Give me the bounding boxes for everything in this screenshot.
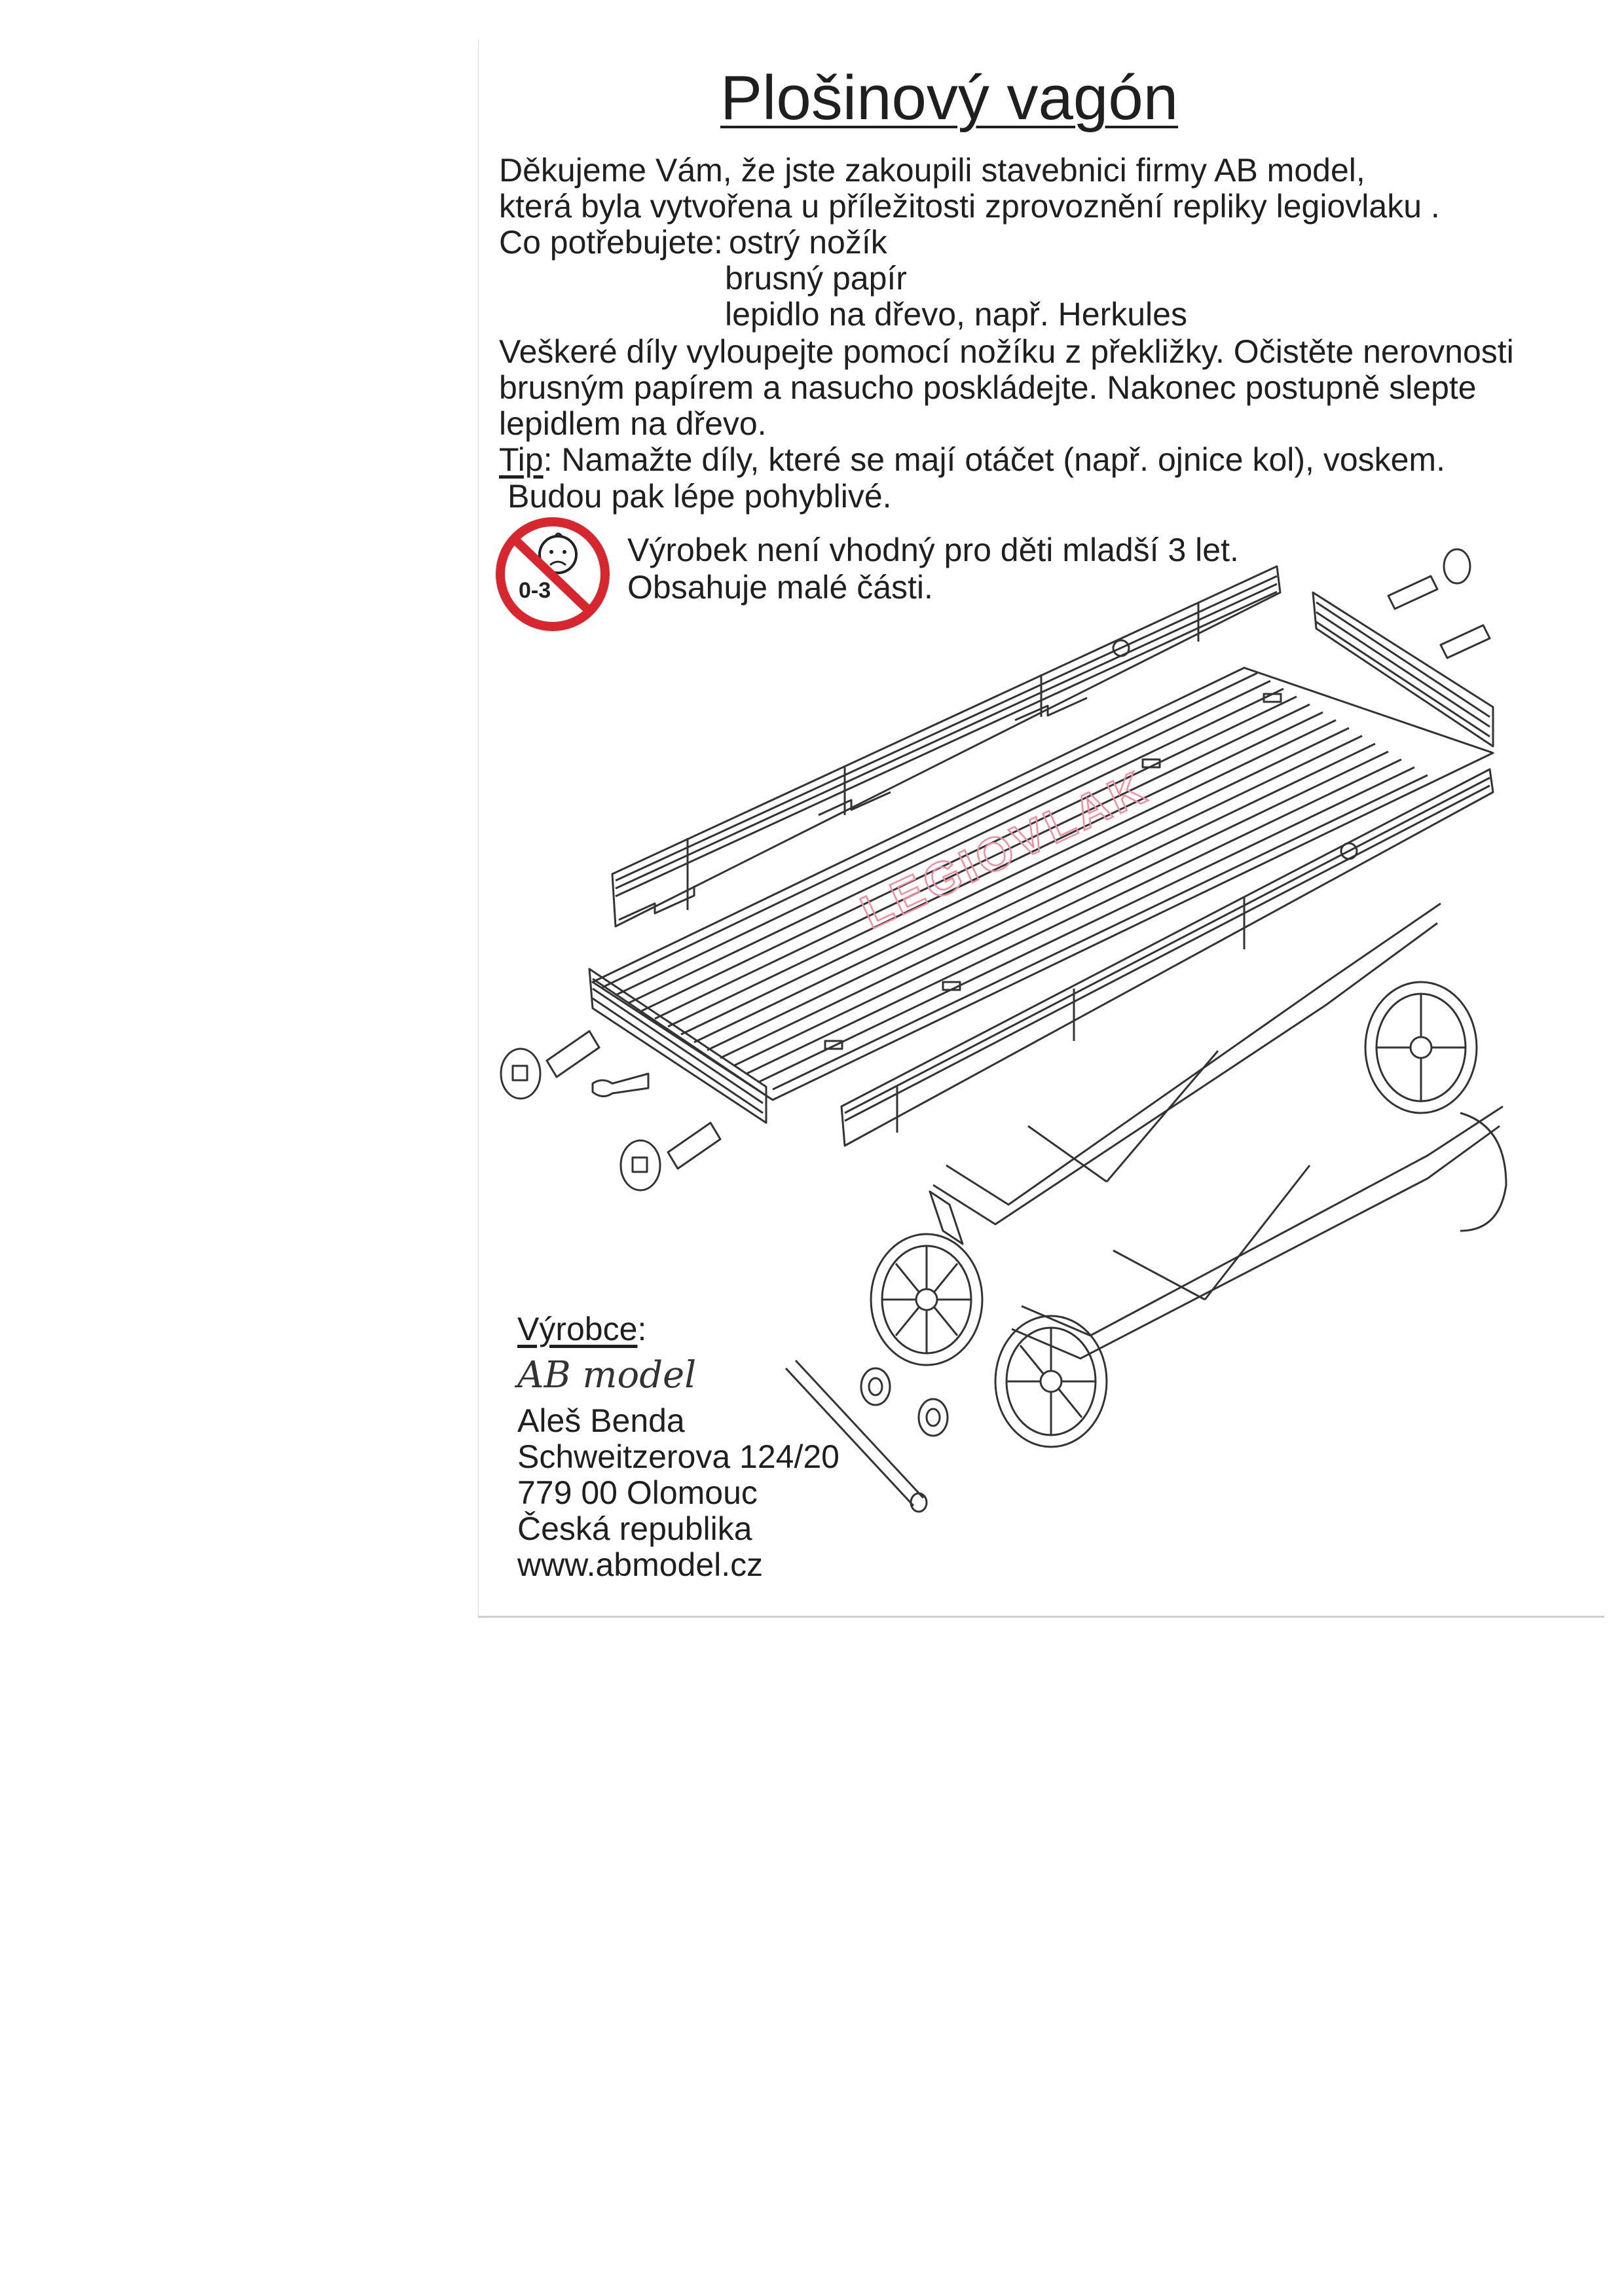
tip-text: : Namažte díly, které se mají otáčet (např. ojnice kol), voskem. [543,441,1445,478]
company-logo: AB model [517,1354,697,1396]
manufacturer-country: Česká republika [517,1510,752,1547]
needs-label: Co potřebujete: [499,224,723,261]
instructions-line-1: Veškeré díly vyloupejte pomocí nožíku z překližky. Očistěte nerovnosti [499,333,1514,370]
needs-item-glue: lepidlo na dřevo, např. Herkules [725,296,1187,333]
warning-line-1: Výrobek není vhodný pro děti mladší 3 let. [627,532,1239,568]
end-plate-right [1313,592,1493,746]
needs-item-knife: ostrý nožík [729,224,887,261]
intro-line-1: Děkujeme Vám, že jste zakoupili stavebnici firmy AB model, [499,152,1365,189]
tip-label: Tip [499,441,544,478]
instructions-line-2: brusným papírem a nasucho poskládejte. Nakonec postupně slepte [499,369,1477,406]
manufacturer-heading [517,1313,646,1345]
deck-lettering: LEGIOVLAK [853,760,1157,939]
tip-line-2: Budou pak lépe pohyblivé. [507,478,892,515]
manufacturer-name: Aleš Benda [517,1402,685,1439]
manufacturer-colon: : [637,1311,647,1347]
deck-floor [593,668,1493,1100]
manufacturer-website: www.abmodel.cz [517,1546,764,1583]
manufacturer-city: 779 00 Olomouc [517,1474,758,1511]
intro-line-2: která byla vytvořena u příležitosti zprovoznění repliky legiovlaku . [499,188,1440,225]
manufacturer-street: Schweitzerova 124/20 [517,1438,840,1475]
age-label: 0-3 [519,578,551,603]
warning-line-2: Obsahuje malé části. [627,569,933,606]
axle [786,1360,927,1512]
needs-item-sandpaper: brusný papír [725,260,907,297]
page-title: Plošinový vagón [720,63,1179,133]
manufacturer-label: Výrobce [517,1311,638,1347]
wheels [861,982,1506,1447]
instructions-line-3: lepidlem na dřevo. [499,405,767,442]
